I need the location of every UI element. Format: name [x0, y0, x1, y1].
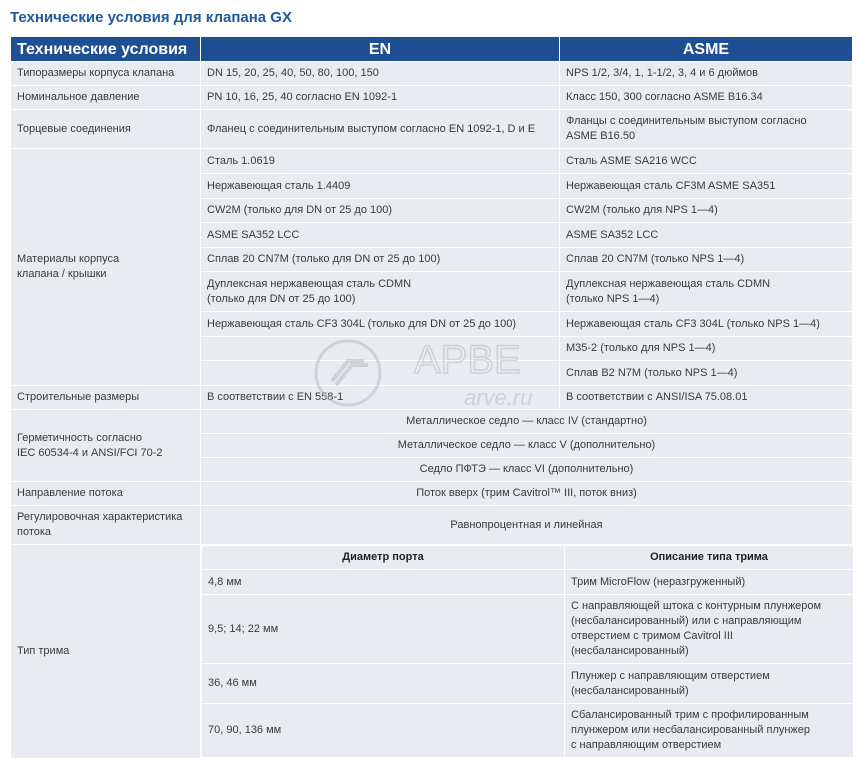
asme-value: M35-2 (только для NPS 1—4) — [560, 337, 853, 361]
row-label: Торцевые соединения — [11, 110, 201, 149]
desc-line: плунжером или несбалансированный плунжер — [571, 724, 811, 736]
desc-line: (несбалансированный) — [571, 684, 689, 697]
desc-line: Сбалансированный трим с профилированным — [571, 709, 809, 721]
asme-value: Нержавеющая сталь CF3M ASME SA351 — [560, 174, 853, 199]
header-en: EN — [201, 37, 560, 62]
watermark-site: arve.ru — [464, 385, 533, 410]
asme-line: (только NPS 1—4) — [566, 292, 660, 305]
asme-value — [560, 110, 853, 149]
asme-line: ASME B16.50 — [566, 130, 636, 142]
asme-value: Сталь ASME SA216 WCC — [560, 149, 853, 174]
trim-row — [202, 664, 854, 704]
en-value — [201, 361, 560, 386]
label-line: Материалы корпуса — [17, 253, 120, 265]
header-asme: ASME — [560, 37, 853, 62]
label-line: Регулировочная характеристика — [17, 511, 183, 523]
asme-value — [560, 272, 853, 312]
table-row — [11, 506, 853, 545]
table-row — [11, 410, 853, 434]
flow-value: Поток вверх (трим Cavitrol™ III, поток вниз) — [201, 482, 853, 506]
row-label: Направление потока — [11, 482, 201, 506]
en-value: Сплав 20 CN7M (только для DN от 25 до 100) — [201, 248, 560, 272]
label-line: потока — [17, 526, 52, 538]
row-label: Номинальное давление — [11, 86, 201, 110]
trim-port: 36, 46 мм — [202, 664, 565, 704]
trim-row — [202, 595, 854, 664]
en-line: Дуплексная нержавеющая сталь CDMN — [207, 277, 412, 290]
trim-desc: Трим MicroFlow (неразгруженный) — [565, 570, 854, 595]
asme-value: В соответствии с ANSI/ISA 75.08.01 — [560, 386, 853, 410]
desc-line: Плунжер с направляющим отверстием — [571, 669, 770, 682]
tightness-value: Металлическое седло — класс IV (стандартно) — [201, 410, 853, 434]
trim-header-port: Диаметр порта — [202, 546, 565, 570]
table-row — [11, 545, 853, 759]
asme-line: Фланцы с соединительным выступом согласно — [566, 115, 807, 127]
desc-line: с направляющим отверстием — [571, 739, 722, 751]
spec-table — [10, 36, 853, 759]
asme-value: CW2M (только для NPS 1—4) — [560, 199, 853, 223]
asme-value: Класс 150, 300 согласно ASME B16.34 — [560, 86, 853, 110]
asme-value: ASME SA352 LCC — [560, 223, 853, 248]
trim-port: 9,5; 14; 22 мм — [202, 595, 565, 664]
characteristic-value: Равнопроцентная и линейная — [201, 506, 853, 545]
asme-line: Дуплексная нержавеющая сталь CDMN — [566, 277, 771, 290]
en-value: PN 10, 16, 25, 40 согласно EN 1092-1 — [201, 86, 560, 110]
row-label — [11, 149, 201, 386]
document-title: Технические условия для клапана GX — [10, 9, 292, 26]
table-row — [11, 62, 853, 86]
trim-table — [201, 545, 854, 758]
table-row — [11, 386, 853, 410]
asme-value: Нержавеющая сталь CF3 304L (только NPS 1—4) — [560, 312, 853, 337]
row-label: Тип трима — [11, 545, 201, 759]
row-label — [11, 410, 201, 482]
en-value — [201, 272, 560, 312]
table-row — [11, 482, 853, 506]
trim-container — [201, 545, 853, 759]
table-row — [11, 149, 853, 174]
en-line: (только для DN от 25 до 100) — [207, 292, 356, 305]
trim-header-row — [202, 546, 854, 570]
en-value: Нержавеющая сталь 1.4409 — [201, 174, 560, 199]
en-value: CW2M (только для DN от 25 до 100) — [201, 199, 560, 223]
trim-row — [202, 570, 854, 595]
label-line: клапана / крышки — [17, 268, 107, 280]
asme-value: Сплав 20 CN7M (только NPS 1—4) — [560, 248, 853, 272]
row-label: Типоразмеры корпуса клапана — [11, 62, 201, 86]
table-row — [11, 110, 853, 149]
table-row — [11, 86, 853, 110]
trim-desc — [565, 595, 854, 664]
row-label: Строительные размеры — [11, 386, 201, 410]
label-line: Герметичность согласно — [17, 431, 142, 444]
trim-row — [202, 704, 854, 758]
trim-port: 70, 90, 136 мм — [202, 704, 565, 758]
row-label — [11, 506, 201, 545]
desc-line: С направляющей штока с контурным плунжером — [571, 600, 822, 612]
en-value: В соответствии с EN 558-1 — [201, 386, 560, 410]
asme-value: NPS 1/2, 3/4, 1, 1-1/2, 3, 4 и 6 дюймов — [560, 62, 853, 86]
header-spec: Технические условия — [11, 37, 201, 62]
tightness-value: Седло ПФТЭ — класс VI (дополнительно) — [201, 458, 853, 482]
tightness-value: Металлическое седло — класс V (дополнительно) — [201, 434, 853, 458]
en-value: DN 15, 20, 25, 40, 50, 80, 100, 150 — [201, 62, 560, 86]
desc-line: (несбалансированный) или с направляющим — [571, 615, 802, 627]
trim-desc — [565, 664, 854, 704]
asme-value: Сплав B2 N7M (только NPS 1—4) — [560, 361, 853, 386]
en-value: ASME SA352 LCC — [201, 223, 560, 248]
trim-desc — [565, 704, 854, 758]
table-header-row — [11, 37, 853, 62]
trim-port: 4,8 мм — [202, 570, 565, 595]
en-value: Нержавеющая сталь CF3 304L (только для DN от 25 до 100) — [201, 312, 560, 337]
watermark-brand: АРВЕ — [414, 338, 521, 382]
desc-line: отверстием с тримом Cavitrol III (несбалансированный) — [571, 630, 733, 657]
en-value: Фланец с соединительным выступом согласно EN 1092-1, D и E — [201, 110, 560, 149]
label-line: IEC 60534-4 и ANSI/FCI 70-2 — [17, 446, 163, 459]
en-value: Сталь 1.0619 — [201, 149, 560, 174]
trim-header-desc: Описание типа трима — [565, 546, 854, 570]
en-value — [201, 337, 560, 361]
